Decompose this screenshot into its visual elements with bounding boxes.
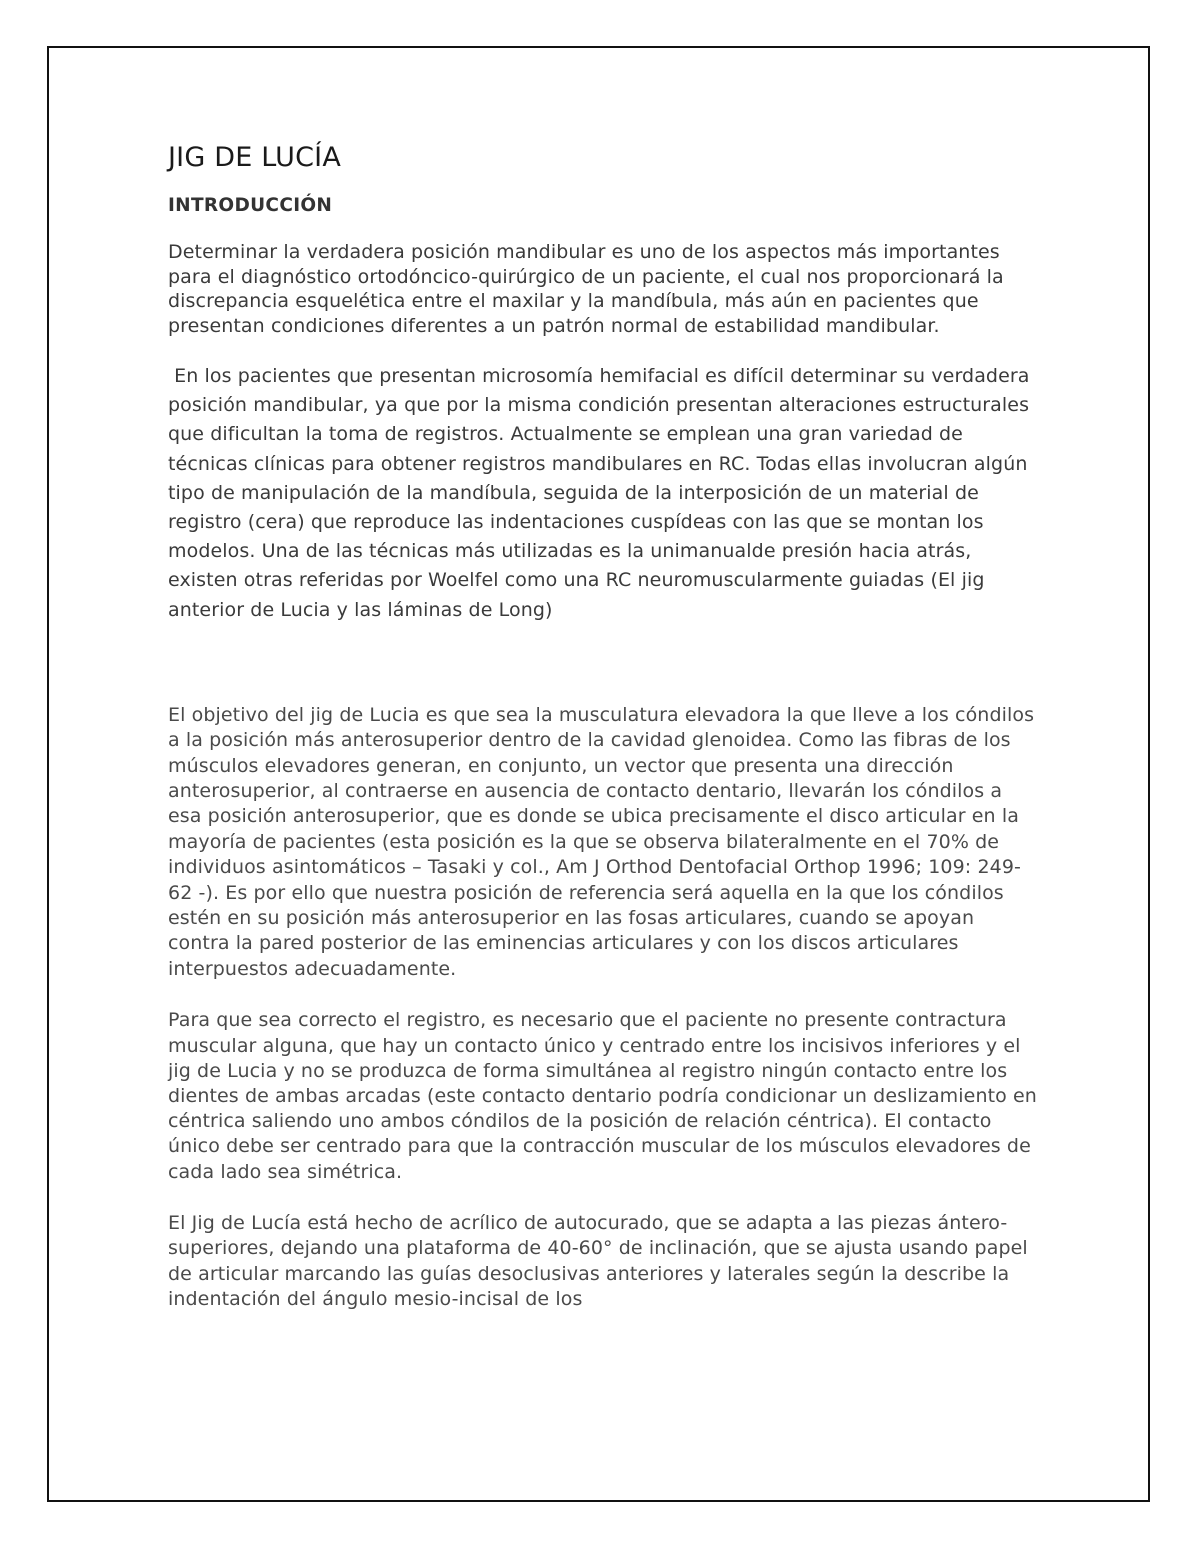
document-page xyxy=(47,46,1150,1502)
paragraph-registro: Para que sea correcto el registro, es necesario que el paciente no presente contractura muscular alguna, que hay un contacto único y centrado entre los incisivos inferiores y el jig de Lucia y no se produzca de forma simultánea al registro ningún contacto entre los dientes de ambas arcadas (este contacto dentario podría condicionar un deslizamiento en céntrica saliendo uno ambos cóndilos de la posición de relación céntrica). El contacto único debe ser centrado para que la contracción muscular de los músculos elevadores de cada lado sea simétrica. xyxy=(168,1009,1037,1183)
document-title: JIG DE LUCÍA xyxy=(168,142,342,173)
paragraph-objetivo: El objetivo del jig de Lucia es que sea la musculatura elevadora la que lleve a los cóndilos a la posición más anterosuperior dentro de la cavidad glenoidea. Como las fibras de los músculos elevadores generan, en conjunto, un vector que presenta una dirección anterosuperior, al contraerse en ausencia de contacto dentario, llevarán los cóndilos a esa posición anterosuperior, que es donde se ubica precisamente el disco articular en la mayoría de pacientes (esta posición es la que se observa bilateralmente en el 70% de individuos asintomáticos – Tasaki y col., Am J Orthod Dentofacial Orthop 1996; 109: 249-62 -). Es por ello que nuestra posición de referencia será aquella en la que los cóndilos estén en su posición más anterosuperior en las fosas articulares, cuando se apoyan contra la pared posterior de las eminencias articulares y con los discos articulares interpuestos adecuadamente. xyxy=(168,703,1035,980)
paragraph-intro: Determinar la verdadera posición mandibular es uno de los aspectos más importantes para el diagnóstico ortodóncico-quirúrgico de un paciente, el cual nos proporcionará la discrepancia esquelética entre el maxilar y la mandíbula, más aún en pacientes que presentan condiciones diferentes a un patrón normal de estabilidad mandibular. xyxy=(168,241,1004,337)
paragraph-fabricacion: El Jig de Lucía está hecho de acrílico de autocurado, que se adapta a las piezas ántero-superiores, dejando una plataforma de 40-60° de inclinación, que se ajusta usando papel de articular marcando las guías desoclusivas anteriores y laterales según la describe la indentación del ángulo mesio-incisal de los xyxy=(168,1211,1028,1310)
document-content xyxy=(168,142,1038,1312)
paragraph-microsomia: En los pacientes que presentan microsomía hemifacial es difícil determinar su verdadera posición mandibular, ya que por la misma condición presentan alteraciones estructurales que dificultan la toma de registros. Actualmente se emplean una gran variedad de técnicas clínicas para obtener registros mandibulares en RC. Todas ellas involucran algún tipo de manipulación de la mandíbula, seguida de la interposición de un material de registro (cera) que reproduce las indentaciones cuspídeas con las que se montan los modelos. Una de las técnicas más utilizadas es la unimanualde presión hacia atrás, existen otras referidas por Woelfel como una RC neuromuscularmente guiadas (El jig anterior de Lucia y las láminas de Long) xyxy=(168,365,1036,621)
section-heading: INTRODUCCIÓN xyxy=(168,195,333,216)
